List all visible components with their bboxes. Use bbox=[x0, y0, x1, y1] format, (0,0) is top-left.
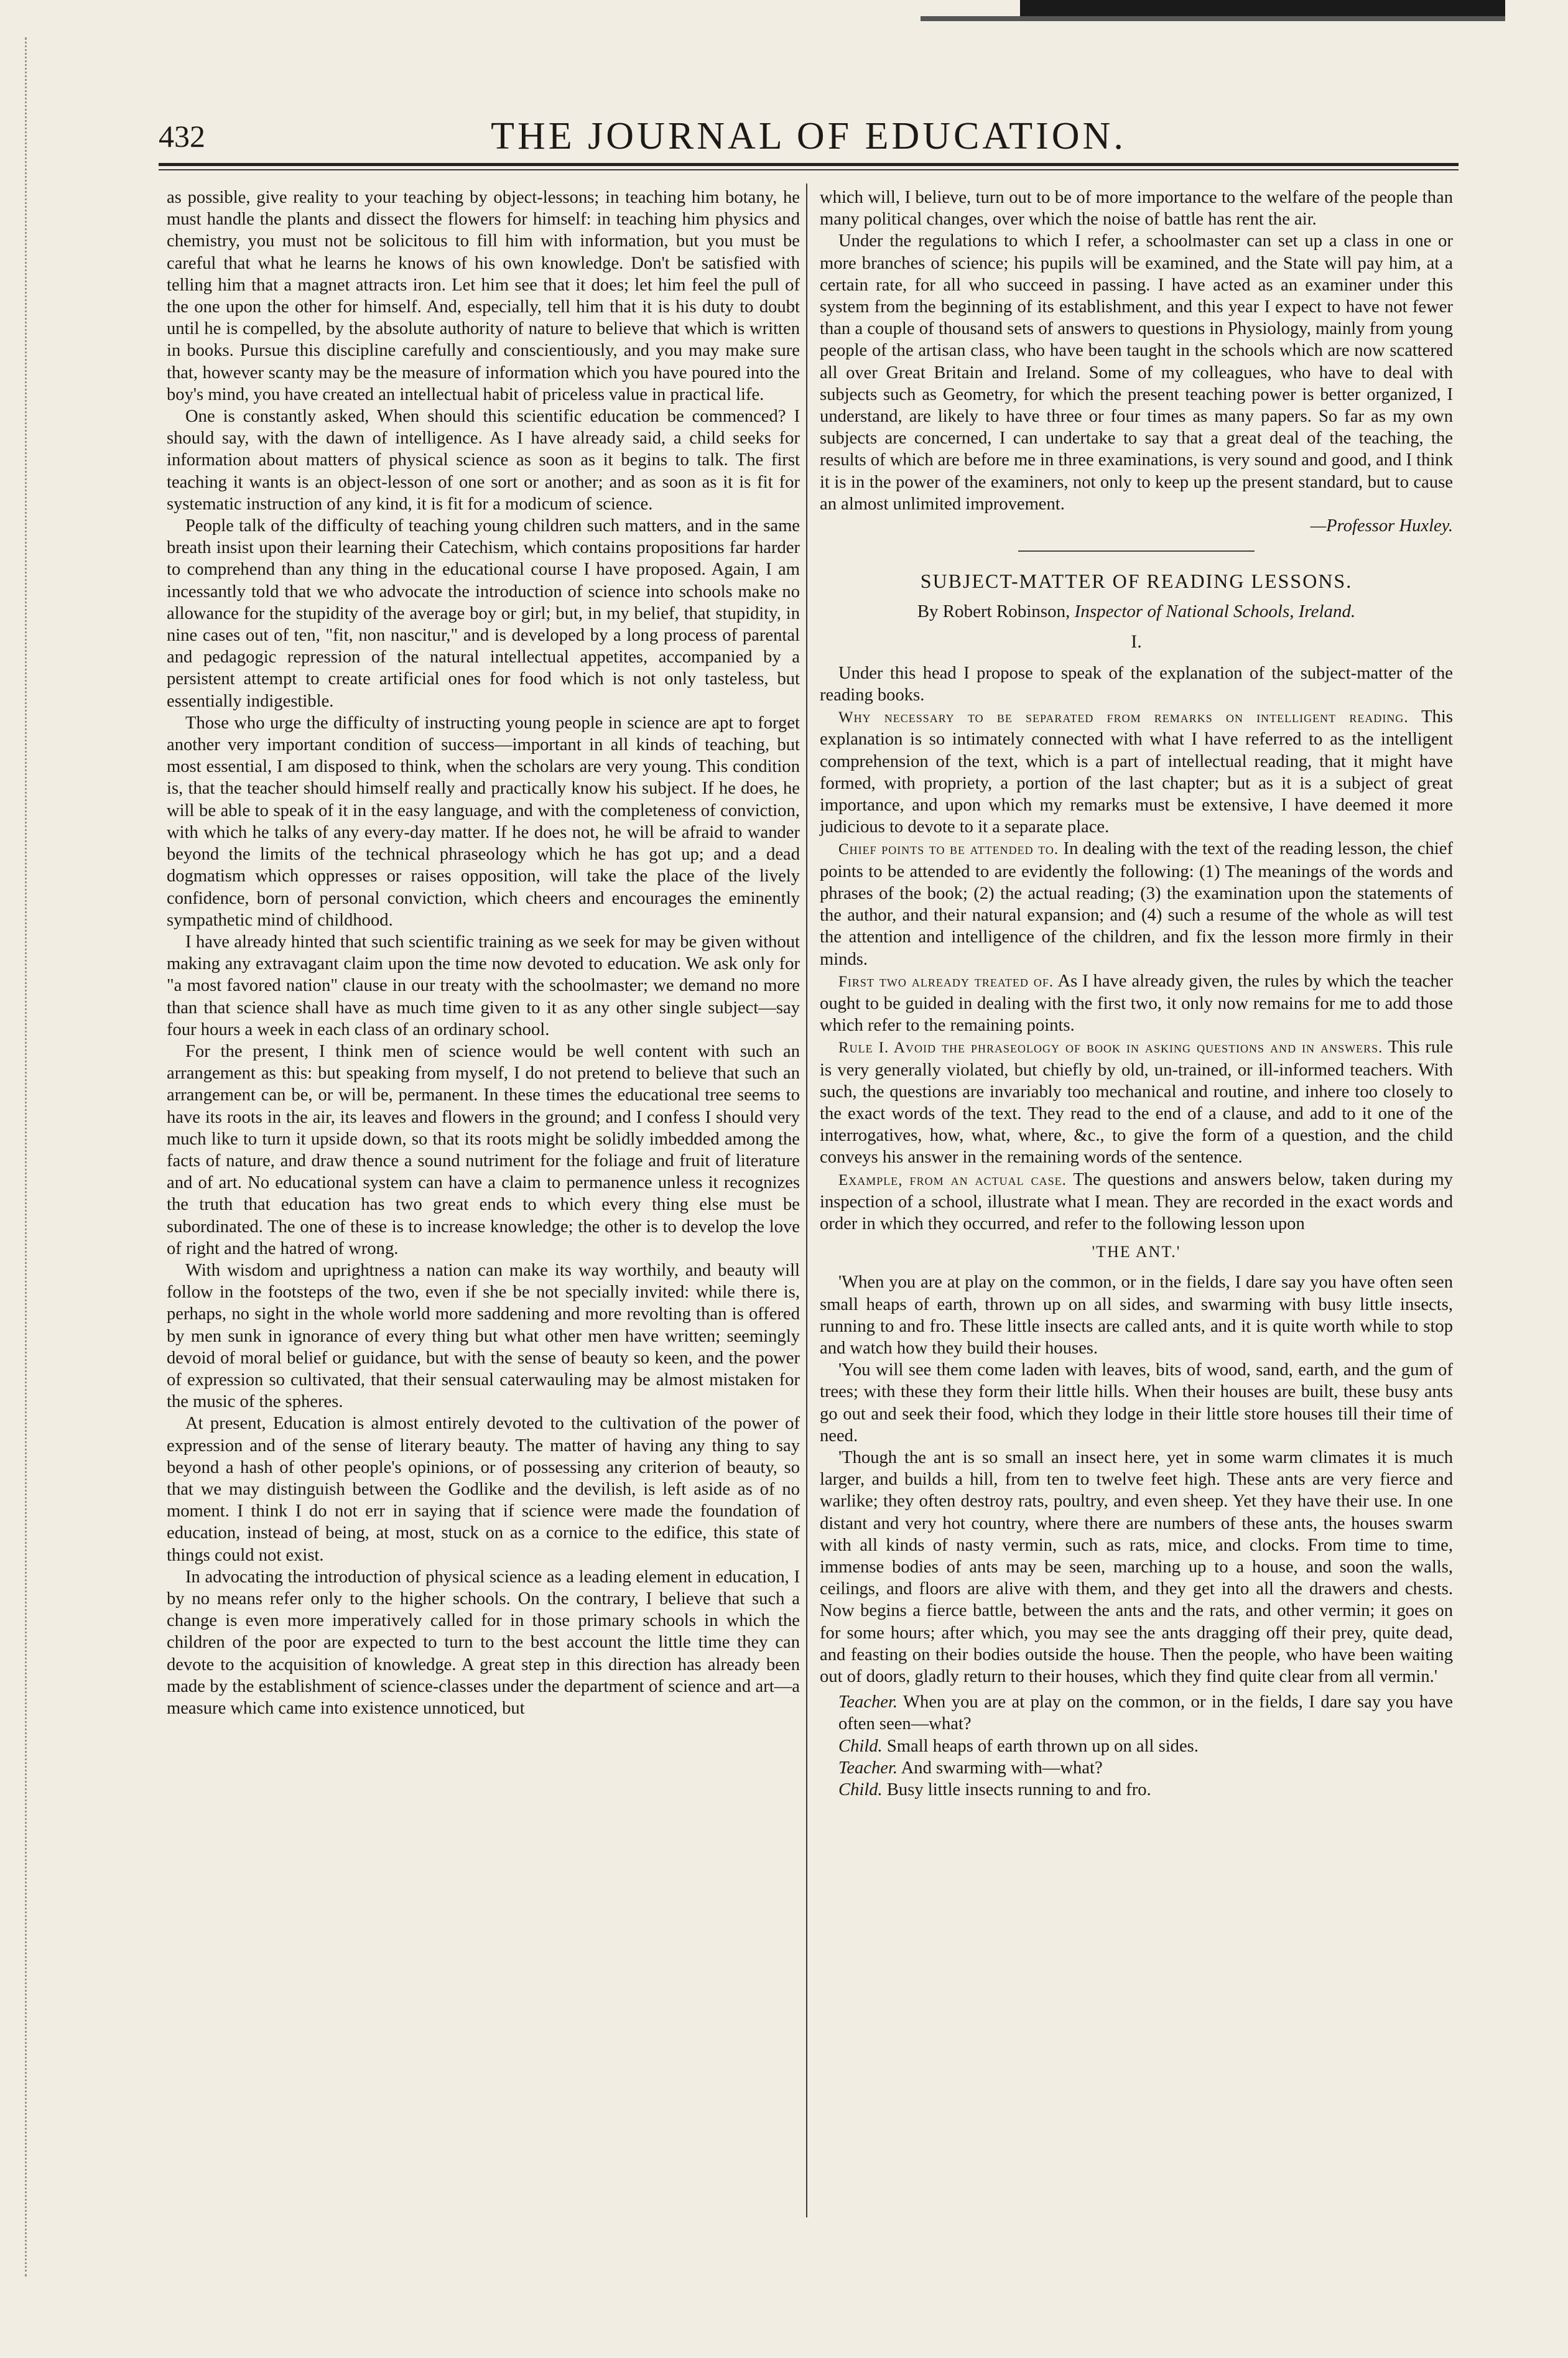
dialogue-speaker: Teacher. bbox=[838, 1692, 898, 1712]
author-signature: —Professor Huxley. bbox=[1310, 516, 1453, 536]
paragraph: I have already hinted that such scientific training as we seek for may be given without making any extravagant claim upon the time now devoted to education. We ask only for "a most favored nation" clause in our treaty with the schoolmaster; we demand no more than that science shall have as much time given to it as any other single subject—say four hours a week in each class of an ordinary school. bbox=[167, 932, 800, 1039]
section-paragraph bbox=[820, 706, 1453, 838]
section-text: This rule is very generally violated, but chiefly by old, un-trained, or ill-informed teachers. With such, the questions are invariably too mechanical and routine, and inhere too closely to the exact words of the text. They read to the end of a clause, and add to it one of the interrogatives, how, what, where, &c., to give the form of a question, and the child conveys his answer in the remaining words of the sentence. bbox=[820, 1037, 1453, 1167]
lesson-title: 'THE ANT.' bbox=[1092, 1243, 1181, 1261]
dialogue-line bbox=[820, 1757, 1453, 1779]
section-text: The questions and answers below, taken during my inspection of a school, illustrate what I mean. They are recorded in the exact words and order in which they occurred, and refer to the following lesson upon bbox=[820, 1169, 1453, 1233]
scan-edge-bar-lower bbox=[921, 16, 1505, 21]
section-paragraph bbox=[820, 970, 1453, 1037]
journal-title: THE JOURNAL OF EDUCATION. bbox=[491, 115, 1126, 157]
dialogue-speaker: Child. bbox=[838, 1780, 883, 1800]
page-header bbox=[159, 111, 1459, 160]
part-numeral: I. bbox=[1131, 631, 1142, 652]
section-text: As I have already given, the rules by which the teacher ought to be guided in dealing with the first two, it only now remains for me to add those which refer to the remaining points. bbox=[820, 971, 1453, 1036]
section-heading: Example, from an actual case. bbox=[838, 1171, 1067, 1189]
column-divider bbox=[806, 183, 807, 2217]
paragraph: People talk of the difficulty of teaching young children such matters, and in the same breath insist upon their learning their Catechism, which contains propositions far harder to comprehend than any thing in the educational course I have proposed. Again, I am incessantly told that we who advocate the introduction of science into schools make no allowance for the stupidity of the average boy or girl; but, in my belief, that stupidity, in nine cases out of ten, "fit, non nascitur," and is developed by a long process of parental and pedagogic repression of the natural intellectual appetites, accompanied by a persistent attempt to create artificial ones for food which is not only tasteless, but essentially indigestible. bbox=[167, 516, 800, 711]
page-number: 432 bbox=[159, 119, 205, 154]
section-text: In dealing with the text of the reading lesson, the chief points to be attended to are evidently the following: (1) The meanings of the words and phrases of the book; (2) the actual reading; (3) the examination upon the statements of the author, and their natural expansion; and (4) such a resume of the whole as will test the attention and intelligence of the children, and fix the lesson more firmly in their minds. bbox=[820, 839, 1453, 969]
dialogue-speaker: Teacher. bbox=[838, 1758, 898, 1778]
section-text: This explanation is so intimately connected with what I have referred to as the intelligent comprehension of the text, which is a part of intellectual reading, that it might have formed, with propriety, a portion of the last chapter; but as it is a subject of great importance, and upon which my remarks must be extensive, I have deemed it more judicious to devote to it a separate place. bbox=[820, 707, 1453, 837]
byline-role: Inspector of National Schools, Ireland. bbox=[1074, 601, 1356, 622]
paragraph: At present, Education is almost entirely devoted to the cultivation of the power of expression and of the sense of literary beauty. The matter of having any thing to say beyond a hash of other people's opinions, or of possessing any criterion of beauty, so that we may distinguish between the Godlike and the devilish, is left aside as of no moment. I think I do not err in saying that if science were made the foundation of education, instead of being, at most, stuck on as a cornice to the edifice, this state of things could not exist. bbox=[167, 1414, 800, 1565]
left-column bbox=[167, 187, 800, 1719]
binding-margin bbox=[0, 37, 27, 2277]
dialogue-text: Busy little insects running to and fro. bbox=[886, 1780, 1151, 1800]
header-rule-thin bbox=[159, 169, 1459, 170]
section-paragraph bbox=[820, 1036, 1453, 1168]
lesson-paragraph: 'You will see them come laden with leaves, bits of wood, sand, earth, and the gum of trees; with these they form their little hills. When their houses are built, these busy ants go out and seek their food, which they lodge in their little store houses till their time of need. bbox=[820, 1360, 1453, 1446]
paragraph: With wisdom and uprightness a nation can make its way worthily, and beauty will follow in the footsteps of the two, even if she be not specially invited: while there is, perhaps, no sight in the whole world more saddening and more revolting than is offered by men sunk in ignorance of every thing but what other men have written; seemingly devoid of moral belief or guidance, but with the sense of beauty so keen, and the power of expression so cultivated, that their sensual caterwauling may be almost mistaken for the music of the spheres. bbox=[167, 1260, 800, 1412]
paragraph: One is constantly asked, When should this scientific education be commenced? I should say, with the dawn of intelligence. As I have already said, a child seeks for information about matters of physical science as soon as it begins to talk. The first teaching it wants is an object-lesson of one sort or another; and as soon as it is fit for systematic instruction of any kind, it is fit for a modicum of science. bbox=[167, 407, 800, 514]
byline bbox=[820, 601, 1453, 623]
section-paragraph bbox=[820, 838, 1453, 970]
byline-author: By Robert Robinson, bbox=[917, 601, 1070, 622]
paragraph: In advocating the introduction of physical science as a leading element in education, I by no means refer only to the higher schools. On the contrary, I believe that such a change is even more imperatively called for in those primary schools in which the children of the poor are expected to turn to the best account the little time they can devote to the acquisition of knowledge. A great step in this direction has already been made by the establishment of science-classes under the department of science and art—a measure which came into existence unnoticed, but bbox=[167, 1567, 800, 1719]
dialogue-line bbox=[820, 1779, 1453, 1801]
paragraph: which will, I believe, turn out to be of more importance to the welfare of the people than many political changes, over which the noise of battle has rent the air. bbox=[820, 188, 1453, 230]
section-heading: Chief points to be attended to. bbox=[838, 841, 1059, 858]
lesson-paragraph: 'When you are at play on the common, or in the fields, I dare say you have often seen small heaps of earth, thrown up on all sides, and swarming with busy little insects, running to and fro. These little insects are called ants, and it is quite worth while to stop and watch how they build their houses. bbox=[820, 1273, 1453, 1358]
dialogue-line bbox=[820, 1735, 1453, 1757]
paragraph: For the present, I think men of science would be well content with such an arrangement as this: but speaking from myself, I do not pretend to believe that such an arrangement can be, or will be, permanent. In these times the educational tree seems to have its roots in the air, its leaves and flowers in the ground; and I confess I should very much like to turn it upside down, so that its roots might be solidly imbedded among the facts of nature, and draw thence a sound nutriment for the foliage and fruit of literature and of art. No educational system can have a claim to permanence unless it recognizes the truth that education has two great ends to which every thing else must be subordinated. The one of these is to increase knowledge; the other is to develop the love of right and the hatred of wrong. bbox=[167, 1041, 800, 1258]
right-column bbox=[820, 187, 1453, 1801]
dialogue-text: And swarming with—what? bbox=[901, 1758, 1103, 1778]
paragraph: as possible, give reality to your teaching by object-lessons; in teaching him botany, he must handle the plants and dissect the flowers for himself: in teaching him physics and chemistry, you must not be solicitous to fill him with information, but you must be careful that what he learns he knows of his own knowledge. Don't be satisfied with telling him that a magnet attracts iron. Let him see that it does; let him feel the pull of the one upon the other for himself. And, especially, tell him that it is his duty to doubt until he is compelled, by the absolute authority of nature to believe that which is written in books. Pursue this discipline carefully and conscientiously, and you may make sure that, however scanty may be the measure of information which you have poured into the boy's mind, you have created an intellectual habit of priceless value in practical life. bbox=[167, 188, 800, 404]
lesson-paragraph: 'Though the ant is so small an insect here, yet in some warm climates it is much larger, and builds a hill, from ten to twelve feet high. These ants are very fierce and warlike; they often destroy rats, poultry, and even sheep. Yet they have their use. In one distant and very hot country, where there are numbers of these ants, the houses swarm with all kinds of nasty vermin, such as rats, mice, and clocks. From time to time, immense bodies of ants may be seen, marching up to a house, and soon the walls, ceilings, and floors are alive with them, and they get into all the drawers and chests. Now begins a fierce battle, between the ants and the rats, and other vermin; it goes on for some hours; after which, you may see the ants dragging off their prey, quite dead, and feasting on their bodies outside the house. Then the people, who have been waiting out of doors, gladly return to their houses, which they find quite clear from all vermin.' bbox=[820, 1447, 1453, 1686]
scan-edge-bar bbox=[1020, 0, 1505, 16]
section-paragraph bbox=[820, 1169, 1453, 1235]
paragraph: Those who urge the difficulty of instructing young people in science are apt to forget another very important condition of success—important in all kinds of teaching, but most essential, I am disposed to think, when the scholars are very young. This condition is, that the teacher should himself really and practically know his subject. If he does, he will be able to speak of it in the easy language, and with the completeness of conviction, with which he talks of any every-day matter. If he does not, he will be afraid to wander beyond the limits of the technical phraseology which he has got up; and a dead dogmatism which oppresses or raises opposition, will take the place of the lively confidence, born of personal conviction, which cheers and encourages the eminently sympathetic mind of childhood. bbox=[167, 713, 800, 930]
section-heading: First two already treated of. bbox=[838, 973, 1054, 990]
intro-paragraph: Under this head I propose to speak of the explanation of the subject-matter of the reading books. bbox=[820, 663, 1453, 705]
dialogue-text: When you are at play on the common, or in the fields, I dare say you have often seen—what? bbox=[838, 1692, 1453, 1734]
section-separator bbox=[1018, 550, 1255, 552]
dialogue-speaker: Child. bbox=[838, 1736, 883, 1756]
section-heading: Rule I. Avoid the phraseology of book in asking questions and in answers. bbox=[838, 1039, 1383, 1057]
article-title: SUBJECT-MATTER OF READING LESSONS. bbox=[920, 570, 1353, 593]
dialogue-line bbox=[820, 1691, 1453, 1735]
section-heading: Why necessary to be separated from remarks on intelligent reading. bbox=[838, 709, 1409, 726]
dialogue-text: Small heaps of earth thrown up on all sides. bbox=[886, 1736, 1199, 1756]
header-rule-thick bbox=[159, 163, 1459, 166]
paragraph: Under the regulations to which I refer, a schoolmaster can set up a class in one or more branches of science; his pupils will be examined, and the State will pay him, at a certain rate, for all who succeed in passing. I have acted as an examiner under this system from the beginning of its establishment, and this year I expect to have not fewer than a couple of thousand sets of answers to questions in Physiology, mainly from young people of the artisan class, who have been taught in the schools which are now scattered all over Great Britain and Ireland. Some of my colleagues, who have to deal with subjects such as Geometry, for which the present teaching power is better organized, I understand, are likely to have three or four times as many papers. So far as my own subjects are concerned, I can undertake to say that a great deal of the teaching, the results of which are before me in three examinations, is very sound and good, and I think it is in the power of the examiners, not only to keep up the present standard, but to cause an almost unlimited improvement. bbox=[820, 231, 1453, 514]
